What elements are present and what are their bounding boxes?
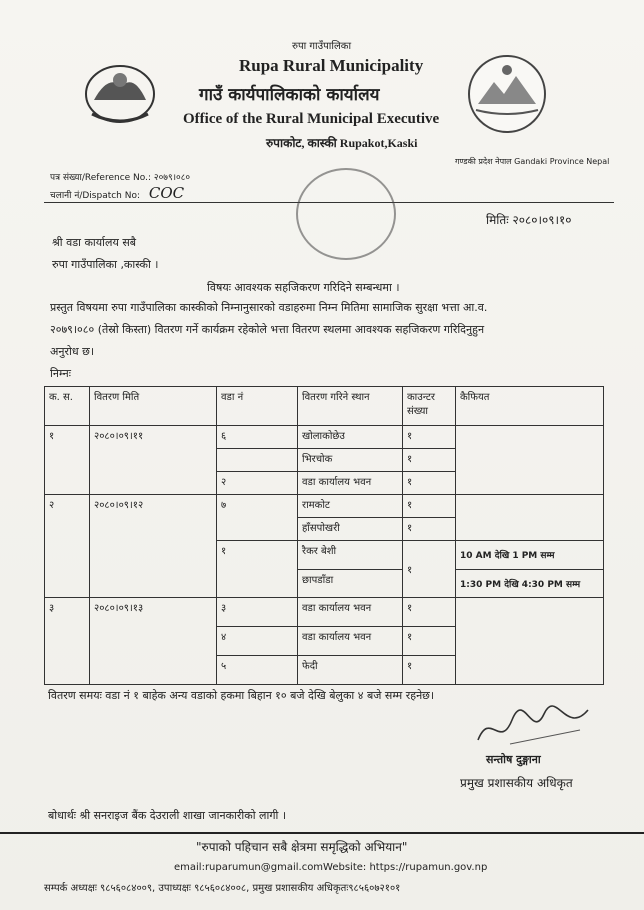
counter-cell: १ <box>403 627 456 656</box>
place-cell: रैकर बेशी <box>298 541 403 570</box>
date-cell: २०८०।०९।१३ <box>90 598 217 685</box>
footer-phones: सम्पर्क अध्यक्षः ९८५६०८४००९, उपाध्यक्षः ९८५६०८४००८, प्रमुख प्रशासकीय अधिकृतः९८५६०७२१०१ <box>44 883 401 894</box>
header-remarks: कैफियत <box>456 387 604 426</box>
counter-cell: १ <box>403 598 456 627</box>
ward-cell: १ <box>217 541 298 598</box>
body-line-1: प्रस्तुत विषयमा रुपा गाउँपालिका कास्कीको निम्नानुसारको वडाहरुमा निम्न मितिमा सामाजिक सुरक्षा भत्ता आ.व. <box>50 301 488 314</box>
counter-cell: १ <box>403 656 456 685</box>
reference-label: पत्र संख्या/Reference No.: <box>50 173 152 183</box>
place-cell: फेदी <box>298 656 403 685</box>
place-cell: खोलाकोछेउ <box>298 426 403 449</box>
counter-cell: १ <box>403 541 456 598</box>
header-ward: वडा नं <box>217 387 298 426</box>
letter-date <box>486 211 572 228</box>
nepal-emblem-icon <box>78 56 162 130</box>
header-serial: क. स. <box>45 387 90 426</box>
location-line: रुपाकोट, कास्की Rupakot,Kaski <box>266 136 418 150</box>
place-cell: हाँसपोखरी <box>298 518 403 541</box>
subject-line: विषयः आवश्यक सहजिकरण गरिदिने सम्बन्धमा । <box>207 281 400 294</box>
serial-cell: २ <box>45 495 90 598</box>
distribution-time-note: वितरण समयः वडा नं १ बाहेक अन्य वडाको हकमा बिहान १० बजे देखि बेलुका ४ बजे सम्म रहनेछ। <box>48 689 435 702</box>
remarks-time-1: 10 AM देखि 1 PM सम्म <box>456 541 604 570</box>
date-cell: २०८०।०९।११ <box>90 426 217 495</box>
office-title-np: गाउँ कार्यपालिकाको कार्यालय <box>199 85 380 105</box>
municipality-title-en: Rupa Rural Municipality <box>239 56 424 75</box>
ward-cell: ६ <box>217 426 298 449</box>
province-label: गण्डकी प्रदेश नेपाल Gandaki Province Nepal <box>455 157 610 166</box>
counter-cell: १ <box>403 518 456 541</box>
dispatch-label: चलानी नं/Dispatch No: <box>50 191 141 201</box>
remarks-time-2: 1:30 PM देखि 4:30 PM सम्म <box>456 569 604 598</box>
ward-cell: २ <box>217 472 298 495</box>
ward-cell: ५ <box>217 656 298 685</box>
remarks-cell <box>456 495 604 541</box>
municipality-small-title: रुपा गाउँपालिका <box>292 41 352 52</box>
footer-divider <box>0 832 644 834</box>
date-label: मितिः <box>486 213 509 227</box>
place-cell: छापडाँडा <box>298 569 403 598</box>
serial-cell: ३ <box>45 598 90 685</box>
dispatch-value: COC <box>148 184 185 202</box>
counter-cell: १ <box>403 449 456 472</box>
date-cell: २०८०।०९।१२ <box>90 495 217 598</box>
table-header-row <box>45 387 604 426</box>
recipient-line-2: रुपा गाउँपालिका ,कास्की । <box>52 258 159 271</box>
place-cell: वडा कार्यालय भवन <box>298 598 403 627</box>
header-place: वितरण गरिने स्थान <box>298 387 403 426</box>
counter-cell: १ <box>403 495 456 518</box>
ward-cell <box>217 449 298 472</box>
ward-cell: ७ <box>217 495 298 541</box>
signatory-title: प्रमुख प्रशासकीय अधिकृत <box>460 776 573 790</box>
footer-contact: email:ruparumun@gmail.comWebsite: https://rupamun.gov.np <box>174 862 488 873</box>
office-title-en: Office of the Rural Municipal Executive <box>183 111 440 127</box>
table-row <box>45 426 604 449</box>
body-line-4: निम्नः <box>50 367 71 380</box>
reference-value: २०७९।०८० <box>153 173 191 183</box>
serial-cell: १ <box>45 426 90 495</box>
body-line-3: अनुरोध छ। <box>50 345 94 358</box>
ward-cell: ४ <box>217 627 298 656</box>
remarks-cell <box>456 426 604 495</box>
office-stamp <box>296 168 396 260</box>
distribution-table <box>44 386 604 685</box>
table-row <box>45 495 604 518</box>
place-cell: रामकोट <box>298 495 403 518</box>
header-date: वितरण मिति <box>90 387 217 426</box>
cc-line: बोधार्थः श्री सनराइज बैंक देउराली शाखा जानकारीको लागी । <box>48 809 287 822</box>
table-row <box>45 598 604 627</box>
footer-slogan: "रुपाको पहिचान सबै क्षेत्रमा समृद्धिको अभियान" <box>196 840 408 854</box>
signature-icon <box>470 700 600 752</box>
place-cell: भिरचोक <box>298 449 403 472</box>
counter-cell: १ <box>403 472 456 495</box>
recipient-line-1: श्री वडा कार्यालय सबै <box>52 236 137 249</box>
body-line-2: २०७९।०८० (तेस्रो किस्ता) वितरण गर्ने कार्यक्रम रहेकोले भत्ता वितरण स्थलमा आवश्यक सहजिकरण गरिदिनुहुन <box>50 323 485 336</box>
gandaki-province-emblem-icon <box>466 52 548 136</box>
header-counter: काउन्टर संख्या <box>403 387 456 426</box>
date-value: २०८०।०९।१० <box>512 213 572 227</box>
dispatch-number <box>50 184 184 202</box>
remarks-cell <box>456 598 604 685</box>
reference-number <box>50 170 190 183</box>
place-cell: वडा कार्यालय भवन <box>298 472 403 495</box>
ward-cell: ३ <box>217 598 298 627</box>
signatory-name: सन्तोष दुङ्गाना <box>486 753 541 766</box>
counter-cell: १ <box>403 426 456 449</box>
place-cell: वडा कार्यालय भवन <box>298 627 403 656</box>
